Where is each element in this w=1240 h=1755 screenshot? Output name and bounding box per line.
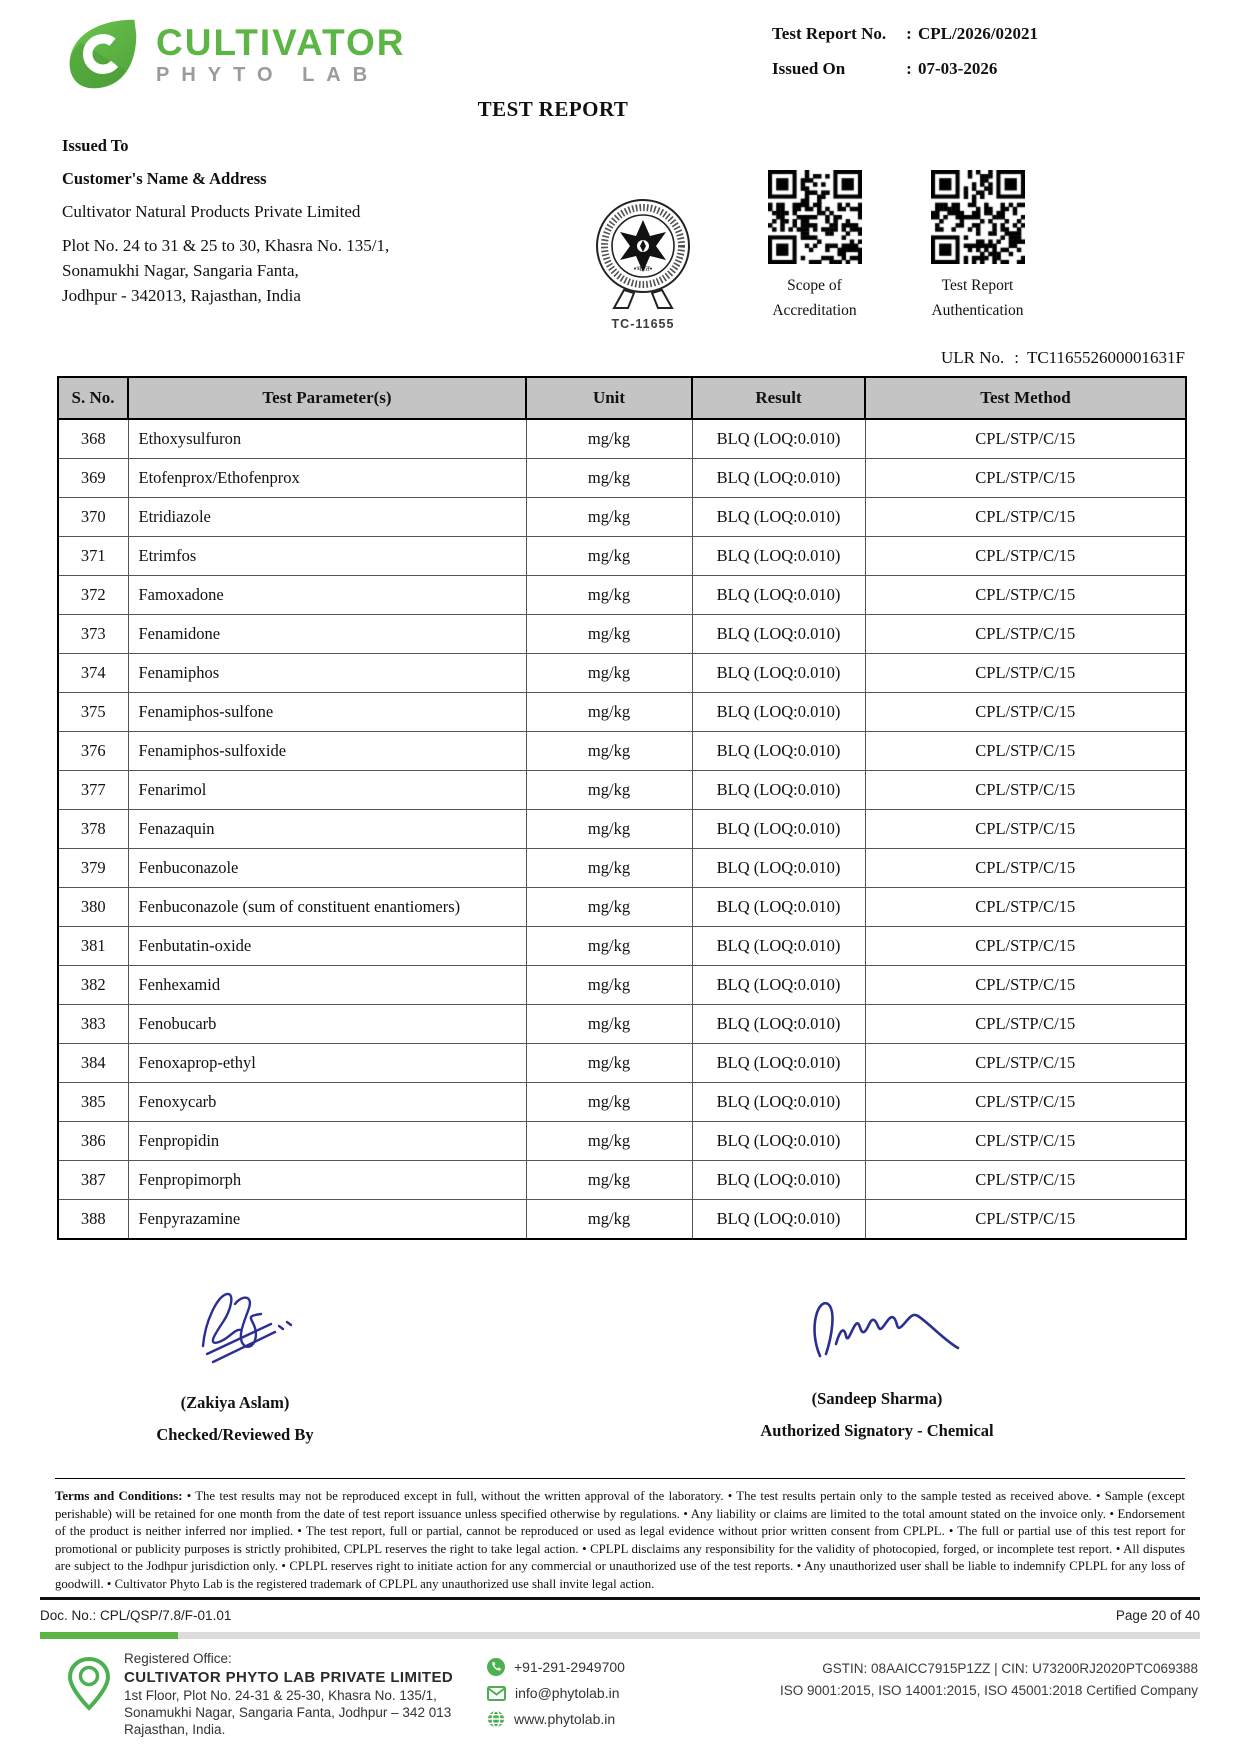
cell-sno: 388 [58,1200,128,1240]
cell-result: BLQ (LOQ:0.010) [692,966,865,1005]
cell-result: BLQ (LOQ:0.010) [692,654,865,693]
cell-method: CPL/STP/C/15 [865,1122,1186,1161]
page-number: Page 20 of 40 [1115,1608,1200,1623]
cell-method: CPL/STP/C/15 [865,576,1186,615]
cell-parameter: Fenazaquin [128,810,526,849]
col-header-result: Result [692,377,865,419]
report-no-row [772,24,1192,44]
qr-auth-caption-line2: Authentication [931,301,1024,319]
cell-result: BLQ (LOQ:0.010) [692,927,865,966]
qr-authentication-code [931,170,1025,264]
cell-method: CPL/STP/C/15 [865,537,1186,576]
doc-number: Doc. No.: CPL/QSP/7.8/F-01.01 [40,1608,232,1623]
qr-authentication-caption [905,274,1050,324]
cell-result: BLQ (LOQ:0.010) [692,693,865,732]
brand-subtitle: PHYTO LAB [156,63,380,86]
issued-on-label: Issued On [772,59,846,78]
cell-parameter: Fenbuconazole (sum of constituent enantiomers) [128,888,526,927]
leaf-logo-icon [62,14,142,94]
cell-unit: mg/kg [526,1044,692,1083]
cell-sno: 368 [58,419,128,459]
cell-result: BLQ (LOQ:0.010) [692,615,865,654]
cell-unit: mg/kg [526,615,692,654]
phone-row [487,1658,625,1676]
cell-method: CPL/STP/C/15 [865,888,1186,927]
brand-name: CULTIVATOR [156,21,406,63]
registered-office [124,1650,453,1738]
cell-parameter: Fenobucarb [128,1005,526,1044]
cell-parameter: Fenpropidin [128,1122,526,1161]
cell-result: BLQ (LOQ:0.010) [692,1044,865,1083]
cell-unit: mg/kg [526,810,692,849]
cell-method: CPL/STP/C/15 [865,810,1186,849]
cell-parameter: Ethoxysulfuron [128,419,526,459]
cell-unit: mg/kg [526,537,692,576]
cell-sno: 380 [58,888,128,927]
results-table-head [58,377,1186,419]
cell-result: BLQ (LOQ:0.010) [692,498,865,537]
authorized-signatory-role: Authorized Signatory - Chemical [760,1421,994,1440]
email-icon [487,1686,506,1701]
table-row [58,1122,1186,1161]
cell-unit: mg/kg [526,888,692,927]
cell-parameter: Fenpyrazamine [128,1200,526,1240]
footer-address-line1: 1st Floor, Plot No. 24-31 & 25-30, Khasra No. 135/1, [124,1688,437,1703]
footer-company-name: CULTIVATOR PHYTO LAB PRIVATE LIMITED [124,1669,454,1686]
cell-parameter: Fenbuconazole [128,849,526,888]
table-row [58,966,1186,1005]
website-url: www.phytolab.in [514,1711,616,1727]
table-row [58,537,1186,576]
cell-sno: 381 [58,927,128,966]
seal-country-text: •भारत• [633,266,653,273]
table-row [58,498,1186,537]
cell-sno: 369 [58,459,128,498]
cell-parameter: Fenamiphos-sulfone [128,693,526,732]
cell-unit: mg/kg [526,966,692,1005]
cell-unit: mg/kg [526,1005,692,1044]
registered-office-label: Registered Office: [124,1651,232,1666]
email-address: info@phytolab.in [515,1685,620,1701]
footer-accent-bar-fill [40,1632,178,1639]
cell-method: CPL/STP/C/15 [865,849,1186,888]
authorized-signatory-name: (Sandeep Sharma) [811,1389,943,1408]
cell-parameter: Fenamiphos [128,654,526,693]
cell-result: BLQ (LOQ:0.010) [692,732,865,771]
table-row [58,419,1186,459]
qr-scope-caption-line2: Accreditation [772,301,857,319]
issued-on-row [772,59,1192,79]
customer-block [62,136,522,310]
cell-parameter: Fenamidone [128,615,526,654]
cell-method: CPL/STP/C/15 [865,615,1186,654]
qr-auth-caption-line1: Test Report [941,277,1014,294]
table-row [58,1005,1186,1044]
cell-sno: 386 [58,1122,128,1161]
cell-unit: mg/kg [526,1122,692,1161]
cell-method: CPL/STP/C/15 [865,927,1186,966]
checked-by-name: (Zakiya Aslam) [180,1393,290,1412]
cell-sno: 374 [58,654,128,693]
cell-method: CPL/STP/C/15 [865,1083,1186,1122]
customer-address-line2: Sonamukhi Nagar, Sangaria Fanta, [62,260,299,280]
cell-sno: 376 [58,732,128,771]
checked-by-signature-icon [155,1282,315,1382]
cell-result: BLQ (LOQ:0.010) [692,1122,865,1161]
cell-result: BLQ (LOQ:0.010) [692,419,865,459]
cell-parameter: Etofenprox/Ethofenprox [128,459,526,498]
cell-unit: mg/kg [526,419,692,459]
cell-result: BLQ (LOQ:0.010) [692,537,865,576]
qr-scope-code [768,170,862,264]
col-header-method: Test Method [865,377,1186,419]
cell-unit: mg/kg [526,1200,692,1240]
cell-sno: 370 [58,498,128,537]
ulr-label: ULR No. [940,348,1005,367]
issued-on-value: 07-03-2026 [918,59,998,78]
phone-icon [487,1658,505,1676]
customer-address-line1: Plot No. 24 to 31 & 25 to 30, Khasra No. 135/1, [62,235,390,255]
globe-icon [487,1710,505,1728]
table-row [58,771,1186,810]
col-header-sno: S. No. [58,377,128,419]
cell-unit: mg/kg [526,732,692,771]
seal-code: TC-11655 [611,317,675,331]
customer-address-line3: Jodhpur - 342013, Rajasthan, India [62,286,301,305]
table-row [58,576,1186,615]
cell-parameter: Etrimfos [128,537,526,576]
qr-scope-caption [752,274,877,324]
cell-unit: mg/kg [526,1083,692,1122]
cell-unit: mg/kg [526,576,692,615]
table-row [58,459,1186,498]
table-row [58,693,1186,732]
cell-parameter: Fenoxycarb [128,1083,526,1122]
cell-result: BLQ (LOQ:0.010) [692,888,865,927]
cell-parameter: Etridiazole [128,498,526,537]
cell-unit: mg/kg [526,1161,692,1200]
table-row [58,1044,1186,1083]
table-row [58,654,1186,693]
issued-to-label: Issued To [62,136,129,155]
table-row [58,810,1186,849]
cell-method: CPL/STP/C/15 [865,1200,1186,1240]
cell-result: BLQ (LOQ:0.010) [692,1200,865,1240]
cell-sno: 384 [58,1044,128,1083]
cell-parameter: Fenarimol [128,771,526,810]
cell-method: CPL/STP/C/15 [865,732,1186,771]
cell-method: CPL/STP/C/15 [865,1044,1186,1083]
cell-parameter: Fenpropimorph [128,1161,526,1200]
cell-result: BLQ (LOQ:0.010) [692,1161,865,1200]
cell-result: BLQ (LOQ:0.010) [692,771,865,810]
cell-unit: mg/kg [526,771,692,810]
results-table [57,376,1187,1240]
cell-unit: mg/kg [526,459,692,498]
separator: : [906,24,912,43]
table-row [58,927,1186,966]
checked-by-signature-block [105,1282,365,1445]
cell-parameter: Fenoxaprop-ethyl [128,1044,526,1083]
cell-method: CPL/STP/C/15 [865,419,1186,459]
report-no-label: Test Report No. [772,24,887,43]
qr-scope [752,170,877,324]
cell-sno: 371 [58,537,128,576]
footer-contact [487,1658,625,1737]
cell-parameter: Fenbutatin-oxide [128,927,526,966]
footer-address-line3: Rajasthan, India. [124,1722,226,1737]
cell-sno: 373 [58,615,128,654]
terms-and-conditions [55,1478,1185,1593]
table-row [58,732,1186,771]
table-row [58,888,1186,927]
document-footer-row [40,1608,1200,1623]
cell-method: CPL/STP/C/15 [865,1005,1186,1044]
qr-authentication [905,170,1050,324]
phone-number: +91-291-2949700 [514,1659,625,1675]
footer-accent-bar [40,1632,1200,1639]
results-table-body [58,419,1186,1239]
cell-method: CPL/STP/C/15 [865,771,1186,810]
cell-unit: mg/kg [526,498,692,537]
table-row [58,1083,1186,1122]
cell-method: CPL/STP/C/15 [865,459,1186,498]
cell-parameter: Fenamiphos-sulfoxide [128,732,526,771]
cell-sno: 382 [58,966,128,1005]
cell-unit: mg/kg [526,849,692,888]
cell-sno: 372 [58,576,128,615]
cell-unit: mg/kg [526,654,692,693]
website-row [487,1710,625,1728]
col-header-unit: Unit [526,377,692,419]
cell-result: BLQ (LOQ:0.010) [692,810,865,849]
gstin-cin: GSTIN: 08AAICC7915P1ZZ | CIN: U73200RJ2020PTC069388 [822,1661,1198,1676]
report-meta [772,24,1192,94]
email-row [487,1685,625,1701]
page-title: TEST REPORT [477,97,629,121]
ulr-number [685,348,1185,368]
cell-unit: mg/kg [526,693,692,732]
cell-result: BLQ (LOQ:0.010) [692,459,865,498]
cell-result: BLQ (LOQ:0.010) [692,576,865,615]
iso-certifications: ISO 9001:2015, ISO 14001:2015, ISO 45001:2018 Certified Company [779,1683,1198,1698]
authorized-signatory-block [747,1288,1007,1441]
cell-sno: 378 [58,810,128,849]
report-no-value: CPL/2026/02021 [918,24,1038,43]
authorized-signature-icon [782,1288,972,1378]
cell-sno: 385 [58,1083,128,1122]
cell-sno: 375 [58,693,128,732]
cell-method: CPL/STP/C/15 [865,498,1186,537]
table-row [58,615,1186,654]
col-header-parameter: Test Parameter(s) [128,377,526,419]
cell-result: BLQ (LOQ:0.010) [692,1005,865,1044]
customer-name-address-label: Customer's Name & Address [62,168,267,188]
cell-sno: 379 [58,849,128,888]
cell-method: CPL/STP/C/15 [865,693,1186,732]
separator: : [1014,348,1019,367]
checked-by-role: Checked/Reviewed By [156,1425,314,1444]
header-row [58,377,1186,419]
footer-registration-info [780,1658,1198,1702]
terms-body: • The test results may not be reproduced except in full, without the written approval of the laboratory. • The test results pertain only to the sample tested as received above. • Sample (except perishable) will be retained for one month from the date of test report issuance unless specified otherwise by regulations. • Any liability or claims are limited to the total amount stated on the invoice only. • Endorsement of the product is neither inferred nor implied. • The test report, full or partial, cannot be reproduced or used as legal evidence without prior written consent from CPLPL. • The full or partial use of this test report for promotional or publicity purposes is strictly prohibited, CPLPL reserves the right to take legal action. • CPLPL disclaims any responsibility for the validity of photocopied, forged, or incomplete test report. • All disputes are subject to the Jodhpur jurisdiction only. • CPLPL reserves right to initiate action for any commercial or unauthorized use of the test reports. • Any unauthorized user shall be liable to indemnify CPLPL for any loss of goodwill. • Cultivator Phyto Lab is the registered trademark of CPLPL any unauthorized use shall invite legal action. [55,1489,1185,1591]
logo-text [156,21,406,86]
terms-label: Terms and Conditions: [55,1489,183,1503]
cell-result: BLQ (LOQ:0.010) [692,1083,865,1122]
ulr-value: TC116552600001631F [1026,348,1185,367]
cell-method: CPL/STP/C/15 [865,654,1186,693]
nabl-seal-icon [584,198,702,310]
table-row [58,1200,1186,1240]
customer-name: Cultivator Natural Products Private Limited [62,202,361,222]
footer-address-line2: Sonamukhi Nagar, Sangaria Fanta, Jodhpur – 342 013 [124,1705,452,1720]
qr-scope-caption-line1: Scope of [787,277,842,294]
cell-result: BLQ (LOQ:0.010) [692,849,865,888]
cell-unit: mg/kg [526,927,692,966]
table-row [58,1161,1186,1200]
cell-sno: 387 [58,1161,128,1200]
cell-parameter: Famoxadone [128,576,526,615]
cell-sno: 383 [58,1005,128,1044]
cell-method: CPL/STP/C/15 [865,1161,1186,1200]
cell-parameter: Fenhexamid [128,966,526,1005]
table-row [58,849,1186,888]
cell-method: CPL/STP/C/15 [865,966,1186,1005]
location-pin-icon [66,1656,112,1717]
nabl-accreditation-seal [578,198,708,331]
separator: : [906,59,912,78]
company-logo [62,14,406,94]
divider-line [40,1597,1200,1600]
cell-sno: 377 [58,771,128,810]
